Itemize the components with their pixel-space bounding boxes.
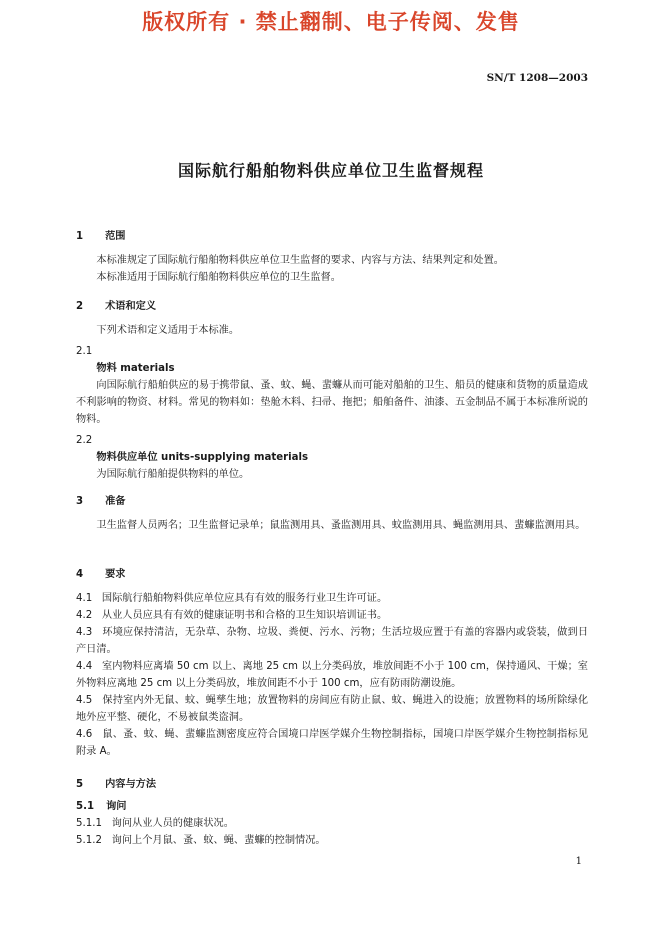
section-2-heading	[76, 298, 588, 315]
requirement-4-2	[76, 607, 588, 624]
term-2-2-number: 2.2	[76, 435, 93, 446]
requirement-number: 4.3	[76, 627, 93, 638]
requirement-text: 从业人员应具有有效的健康证明书和合格的卫生知识培训证书。	[101, 610, 388, 621]
section-1-paragraph-2: 本标准适用于国际航行船舶物料供应单位的卫生监督。	[96, 272, 341, 283]
section-5-heading	[76, 776, 588, 793]
section-3-number: 3	[76, 496, 84, 507]
section-5	[76, 776, 588, 849]
item-text: 询问上个月鼠、蚤、蚊、蝇、蜚蠊的控制情况。	[111, 835, 326, 846]
item-number: 5.1.2	[76, 835, 102, 846]
section-3-title: 准备	[105, 496, 126, 507]
requirement-number: 4.6	[76, 729, 93, 740]
page-number: 1	[575, 856, 582, 867]
document-title: 国际航行船舶物料供应单位卫生监督规程	[177, 161, 484, 180]
term-2-2-definition: 为国际航行船舶提供物料的单位。	[96, 469, 250, 480]
section-1-title: 范围	[105, 231, 126, 242]
requirement-4-1	[76, 590, 588, 607]
requirement-4-6	[76, 726, 588, 760]
requirement-text: 保持室内外无鼠、蚊、蝇孳生地；放置物料的房间应有防止鼠、蚊、蝇进入的设施；放置物料的场所除绿化地外应平整、硬化，不易被鼠类盗洞。	[76, 695, 589, 723]
requirement-text: 环境应保持清洁，无杂草、杂物、垃圾、粪便、污水、污物；生活垃圾应置于有盖的容器内或袋装，做到日产日清。	[76, 627, 589, 655]
section-1-number: 1	[76, 231, 84, 242]
section-1	[76, 228, 588, 286]
requirement-number: 4.5	[76, 695, 93, 706]
section-1-paragraph-1: 本标准规定了国际航行船舶物料供应单位卫生监督的要求、内容与方法、结果判定和处置。	[96, 255, 504, 266]
standard-number: SN/T 1208—2003	[486, 72, 588, 84]
requirement-number: 4.2	[76, 610, 93, 621]
section-3	[76, 493, 588, 534]
item-number: 5.1.1	[76, 818, 102, 829]
item-5-1-1	[76, 815, 588, 832]
term-2-2-name: 物料供应单位 units-supplying materials	[96, 452, 309, 463]
term-2-1-number: 2.1	[76, 346, 93, 357]
requirement-text: 室内物料应离墙 50 cm 以上、离地 25 cm 以上分类码放，堆放间距不小于 100 cm，保持通风、干燥；室外物料应离地 25 cm 以上分类码放，堆放间距不小于 100 cm，应有防雨防潮设施。	[76, 661, 588, 689]
requirement-text: 鼠、蚤、蚊、蝇、蜚蠊监测密度应符合国境口岸医学媒介生物控制指标，国境口岸医学媒介生物控制指标见附录 A。	[76, 729, 589, 757]
section-1-heading	[76, 228, 588, 245]
section-2-number: 2	[76, 301, 84, 312]
section-4	[76, 566, 588, 760]
section-4-number: 4	[76, 569, 84, 580]
term-2-1-definition: 向国际航行船舶供应的易于携带鼠、蚤、蚊、蝇、蜚蠊从而可能对船舶的卫生、船员的健康和货物的质量造成不利影响的物资、材料。常见的物料如：垫舱木料、扫帚、拖把；船舶备件、油漆、五金制品不属于本标准所说的物料。	[76, 380, 588, 425]
requirement-4-3	[76, 624, 588, 658]
section-5-title: 内容与方法	[105, 779, 157, 790]
section-2	[76, 298, 588, 483]
requirement-4-4	[76, 658, 588, 692]
requirement-text: 国际航行船舶物料供应单位应具有有效的服务行业卫生许可证。	[101, 593, 388, 604]
subsection-5-1-heading	[76, 798, 588, 815]
section-4-heading	[76, 566, 588, 583]
section-2-title: 术语和定义	[105, 301, 157, 312]
section-3-paragraph-1: 卫生监督人员两名；卫生监督记录单；鼠监测用具、蚤监测用具、蚊监测用具、蝇监测用具、蜚蠊监测用具。	[96, 520, 586, 531]
section-4-title: 要求	[105, 569, 126, 580]
requirement-4-5	[76, 692, 588, 726]
requirement-number: 4.1	[76, 593, 93, 604]
item-text: 询问从业人员的健康状况。	[111, 818, 234, 829]
section-2-paragraph-1: 下列术语和定义适用于本标准。	[96, 325, 240, 336]
requirement-number: 4.4	[76, 661, 93, 672]
subsection-5-1-title: 询问	[106, 801, 127, 812]
watermark-banner: 版权所有 · 禁止翻制、电子传阅、发售	[142, 10, 520, 34]
term-2-1-name: 物料 materials	[96, 363, 175, 374]
item-5-1-2	[76, 832, 588, 849]
subsection-5-1-number: 5.1	[76, 801, 95, 812]
section-5-number: 5	[76, 779, 84, 790]
section-3-heading	[76, 493, 588, 510]
